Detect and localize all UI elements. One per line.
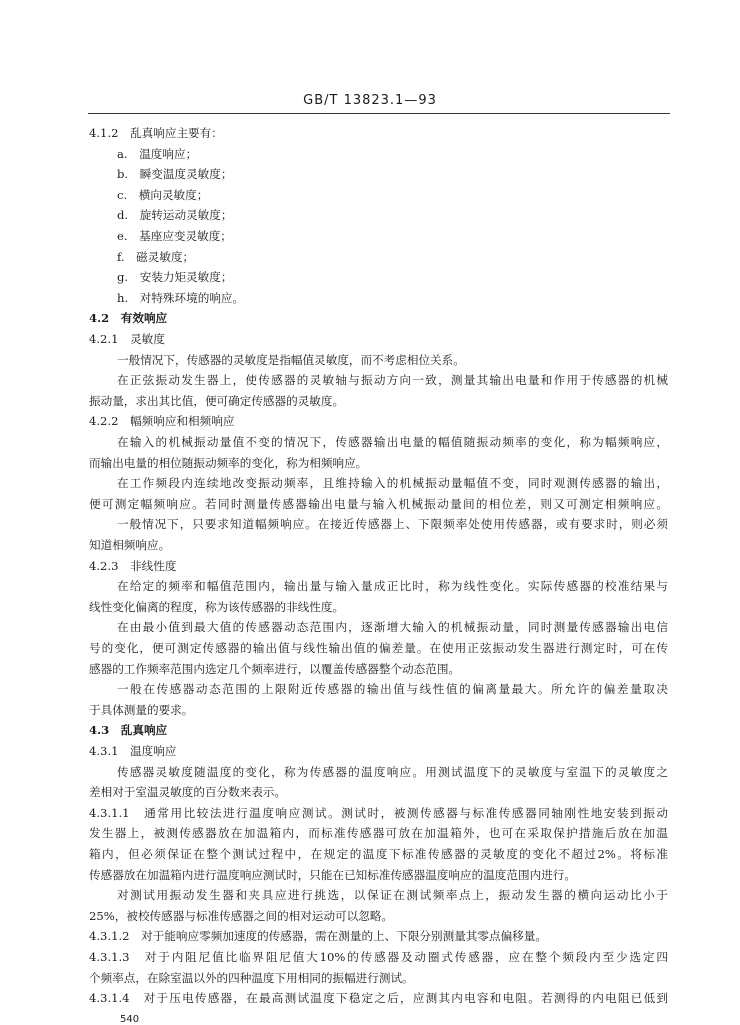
list-item: g. 安装力矩灵敏度；	[117, 270, 233, 285]
paragraph-line: 传感器放在加温箱内进行温度响应测试时，只能在已知标准传感器温度响应的温度范围内进行。	[89, 867, 576, 882]
paragraph-line: 25%，被校传感器与标准传感器之间的相对运动可以忽略。	[89, 908, 394, 923]
paragraph-line: 感器的工作频率范围内选定几个频率进行，以覆盖传感器整个动态范围。	[89, 661, 461, 676]
clause-heading: 4.2.1 灵敏度	[89, 332, 165, 346]
paragraph-line: 于具体测量的要求。	[89, 702, 194, 717]
list-item: c. 横向灵敏度；	[117, 187, 209, 202]
clause-heading: 4.3.1.2 对于能响应零频加速度的传感器，需在测量的上、下限分别测量其零点偏移量。	[89, 929, 547, 944]
paragraph-line: 一般在传感器动态范围的上限附近传感器的输出值与线性值的偏离量最大。所允许的偏差量取决	[117, 682, 668, 697]
section-heading: 4.2 有效响应	[89, 311, 168, 326]
paragraph-line: 发生器上，被测传感器放在加温箱内，而标准传感器可放在加温箱外，也可在采取保护措施后放在加温	[89, 826, 668, 841]
list-item: d. 旋转运动灵敏度；	[117, 208, 233, 223]
list-item: b. 瞬变温度灵敏度；	[117, 167, 233, 182]
paragraph-line: 号的变化，便可测定传感器的输出值与线性输出值的偏差量。在使用正弦振动发生器进行测定时，可在传	[89, 641, 668, 655]
paragraph-line: 4.3.1.4 对于压电传感器，在最高测试温度下稳定之后，应测其内电容和电阻。若测得的内电阻已低到	[89, 991, 668, 1006]
paragraph-line: 在工作频段内连续地改变振动频率，且维持输入的机械振动量幅值不变，同时观测传感器的输出，	[117, 476, 668, 491]
paragraph-line: 在由最小值到最大值的传感器动态范围内，逐渐增大输入的机械振动量，同时测量传感器输出电信	[117, 620, 668, 635]
clause-heading: 4.1.2 乱真响应主要有：	[89, 126, 223, 140]
paragraph-line: 一般情况下，只要求知道幅频响应。在接近传感器上、下限频率处使用传感器，或有要求时，则必须	[117, 517, 668, 532]
paragraph-line: 而输出电量的相位随振动频率的变化，称为相频响应。	[89, 455, 368, 470]
paragraph-line: 在给定的频率和幅值范围内，输出量与输入量成正比时，称为线性变化。实际传感器的校准结果与	[117, 579, 668, 594]
header-rule	[88, 113, 670, 114]
paragraph-line: 振动量，求出其比值，便可确定传感器的灵敏度。	[89, 393, 345, 408]
page-number: 540	[120, 1013, 140, 1025]
list-item: f. 磁灵敏度；	[117, 249, 195, 264]
paragraph-line: 传感器灵敏度随温度的变化，称为传感器的温度响应。用测试温度下的灵敏度与室温下的灵敏度之	[117, 764, 668, 779]
paragraph-line: 4.3.1.3 对于内阻尼值比临界阻尼值大10%的传感器及动圈式传感器，应在整个频段内至少选定四	[89, 950, 668, 964]
clause-heading: 4.3.1 温度响应	[89, 744, 177, 758]
list-item: h. 对特殊环境的响应。	[117, 290, 245, 305]
paragraph-line: 对测试用振动发生器和夹具应进行挑选，以保证在测试频率点上，振动发生器的横向运动比小于	[117, 888, 668, 903]
paragraph-line: 便可测定幅频响应。若同时测量传感器输出电量与输入机械振动量间的相位差，则又可测定相频响应。	[89, 496, 668, 511]
standard-number-header: GB/T 13823.1—93	[303, 93, 437, 108]
clause-heading: 4.2.3 非线性度	[89, 558, 177, 573]
paragraph-line: 一般情况下，传感器的灵敏度是指幅值灵敏度，而不考虑相位关系。	[117, 352, 465, 367]
paragraph-line: 差相对于室温灵敏度的百分数来表示。	[89, 785, 287, 800]
paragraph-line: 4.3.1.1 通常用比较法进行温度响应测试。测试时，被测传感器与标准传感器同轴刚性地安装到振动	[89, 805, 668, 820]
list-item: a. 温度响应；	[117, 146, 198, 161]
paragraph-line: 线性变化偏离的程度，称为该传感器的非线性度。	[89, 599, 345, 614]
paragraph-line: 在输入的机械振动量值不变的情况下，传感器输出电量的幅值随振动频率的变化，称为幅频响应，	[117, 435, 668, 449]
list-item: e. 基座应变灵敏度；	[117, 229, 232, 243]
paragraph-line: 箱内，但必须保证在整个测试过程中，在规定的温度下标准传感器的灵敏度的变化不超过2%。将标准	[89, 847, 668, 861]
paragraph-line: 知道相频响应。	[89, 538, 171, 552]
clause-heading: 4.2.2 幅频响应和相频响应	[89, 414, 235, 429]
paragraph-line: 在正弦振动发生器上，使传感器的灵敏轴与振动方向一致，测量其输出电量和作用于传感器的机械	[117, 373, 668, 388]
paragraph-line: 个频率点，在除室温以外的四种温度下用相同的振幅进行测试。	[89, 970, 414, 985]
section-heading: 4.3 乱真响应	[89, 723, 168, 738]
